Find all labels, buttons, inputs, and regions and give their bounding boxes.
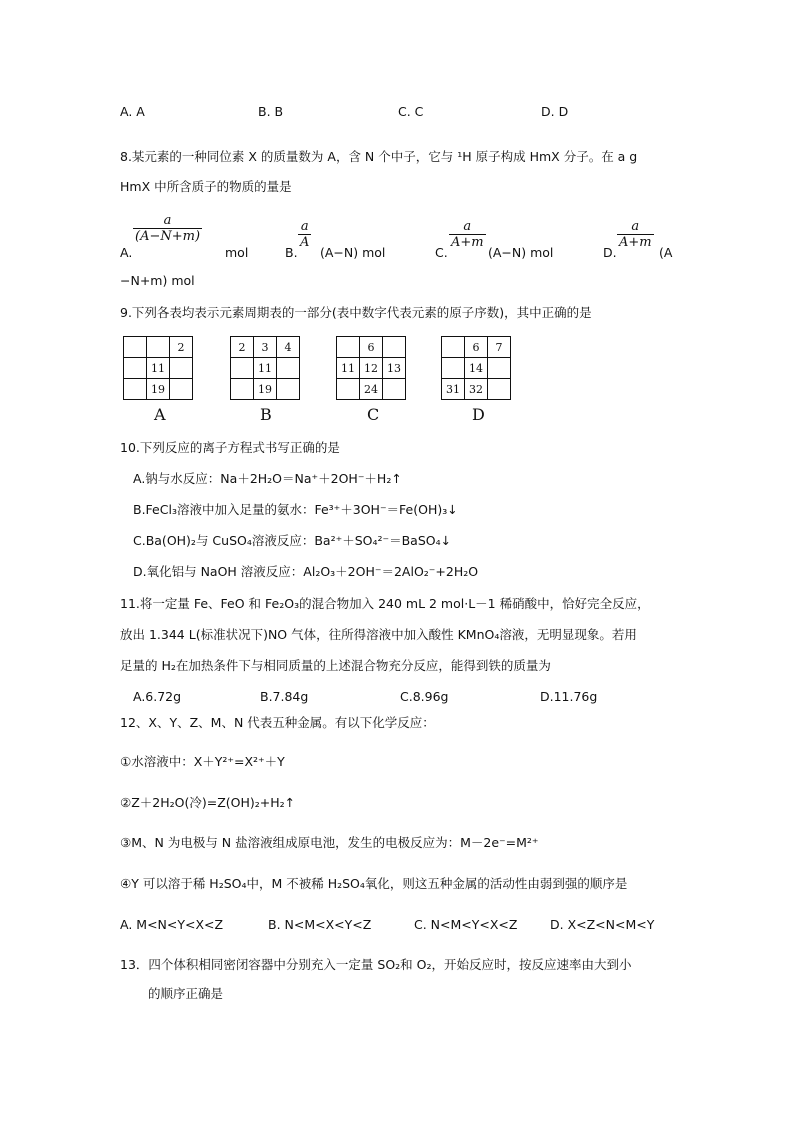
cell <box>277 379 300 400</box>
table-b-label: B <box>260 405 272 424</box>
cell <box>170 358 193 379</box>
q8-d-letter: D. <box>603 245 617 260</box>
q8-a-fraction <box>133 213 202 244</box>
q8-line2: HmX 中所含质子的物质的量是 <box>120 179 292 194</box>
cell <box>231 358 254 379</box>
table-c-label: C <box>367 405 380 424</box>
q8-c-tail: (A−N) mol <box>488 245 554 260</box>
q12-reaction-1: ①水溶液中：X＋Y²⁺=X²⁺＋Y <box>120 754 285 769</box>
q8-a-tail: mol <box>225 245 249 260</box>
cell: 6 <box>360 337 383 358</box>
q12-option-c: C. N<M<Y<X<Z <box>414 917 518 932</box>
q12-reaction-2: ②Z＋2H₂O(冷)=Z(OH)₂+H₂↑ <box>120 795 296 810</box>
q12-text: 12、X、Y、Z、M、N 代表五种金属。有以下化学反应： <box>120 715 435 730</box>
q13-line2: 的顺序正确是 <box>148 986 224 1001</box>
q8-d-denominator: A+m <box>619 235 652 250</box>
q12-reaction-3: ③M、N 为电极与 N 盐溶液组成原电池，发生的电极反应为：M－2e⁻=M²⁺ <box>120 835 539 850</box>
cell <box>442 337 465 358</box>
cell <box>488 379 511 400</box>
q11-line2: 放出 1.344 L(标准状况下)NO 气体，往所得溶液中加入酸性 KMnO₄溶液，无明显现象。若用 <box>120 627 637 642</box>
cell <box>337 379 360 400</box>
cell <box>337 337 360 358</box>
cell: 12 <box>360 358 383 379</box>
cell: 24 <box>360 379 383 400</box>
cell: 14 <box>465 358 488 379</box>
q10-option-d: D.氧化铝与 NaOH 溶液反应：Al₂O₃＋2OH⁻＝2AlO₂⁻+2H₂O <box>133 564 479 579</box>
cell: 6 <box>465 337 488 358</box>
q8-d-tail: (A <box>659 245 673 260</box>
q11-option-b: B.7.84g <box>260 689 309 704</box>
cell <box>488 358 511 379</box>
cell: 19 <box>147 379 170 400</box>
q11-option-a: A.6.72g <box>133 689 182 704</box>
q8-b-numerator: a <box>300 219 309 234</box>
q10-option-c: C.Ba(OH)₂与 CuSO₄溶液反应：Ba²⁺＋SO₄²⁻＝BaSO₄↓ <box>133 533 452 548</box>
q12-option-d: D. X<Z<N<M<Y <box>550 917 655 932</box>
option-a: A. A <box>120 104 145 119</box>
q8-b-tail: (A−N) mol <box>320 245 386 260</box>
q8-d-fraction <box>617 219 654 250</box>
cell: 19 <box>254 379 277 400</box>
cell: 13 <box>383 358 406 379</box>
cell: 32 <box>465 379 488 400</box>
cell: 31 <box>442 379 465 400</box>
cell: 7 <box>488 337 511 358</box>
q10-text: 10.下列反应的离子方程式书写正确的是 <box>120 440 340 455</box>
cell: 4 <box>277 337 300 358</box>
q13-line1: 13．四个体积相同密闭容器中分别充入一定量 SO₂和 O₂，开始反应时，按反应速率由大到小 <box>120 957 632 972</box>
q8-b-fraction <box>298 219 311 250</box>
q12-reaction-4: ④Y 可以溶于稀 H₂SO₄中，M 不被稀 H₂SO₄氧化，则这五种金属的活动性由弱到强的顺序是 <box>120 876 628 891</box>
periodic-table-a <box>123 336 193 400</box>
q11-option-c: C.8.96g <box>400 689 449 704</box>
q8-b-letter: B. <box>285 245 298 260</box>
periodic-table-c <box>336 336 406 400</box>
q8-c-numerator: a <box>463 219 472 234</box>
cell: 2 <box>170 337 193 358</box>
q8-c-letter: C. <box>435 245 448 260</box>
option-d: D. D <box>541 104 569 119</box>
cell <box>124 379 147 400</box>
q8-a-denominator: (A−N+m) <box>135 229 201 244</box>
cell: 11 <box>337 358 360 379</box>
q10-option-b: B.FeCl₃溶液中加入足量的氨水：Fe³⁺＋3OH⁻＝Fe(OH)₃↓ <box>133 502 458 517</box>
q10-option-a: A.钠与水反应：Na＋2H₂O＝Na⁺＋2OH⁻＋H₂↑ <box>133 471 402 486</box>
table-a-label: A <box>154 405 166 424</box>
cell <box>124 358 147 379</box>
cell: 11 <box>147 358 170 379</box>
q8-c-fraction <box>449 219 486 250</box>
cell <box>147 337 170 358</box>
cell <box>383 379 406 400</box>
table-d-label: D <box>472 405 485 424</box>
periodic-table-b <box>230 336 300 400</box>
option-c: C. C <box>398 104 424 119</box>
q8-b-denominator: A <box>300 235 310 250</box>
q11-line3: 足量的 H₂在加热条件下与相同质量的上述混合物充分反应，能得到铁的质量为 <box>120 658 551 673</box>
cell: 3 <box>254 337 277 358</box>
periodic-table-d <box>441 336 511 400</box>
cell: 11 <box>254 358 277 379</box>
q8-d-tail-continued: −N+m) mol <box>120 273 195 288</box>
q8-a-letter: A. <box>120 245 133 260</box>
q11-option-d: D.11.76g <box>540 689 598 704</box>
q8-d-numerator: a <box>631 219 640 234</box>
cell <box>442 358 465 379</box>
q8-c-denominator: A+m <box>451 235 484 250</box>
q8-a-numerator: a <box>163 213 172 228</box>
cell <box>277 358 300 379</box>
option-b: B. B <box>258 104 284 119</box>
cell <box>231 379 254 400</box>
q11-line1: 11.将一定量 Fe、FeO 和 Fe₂O₃的混合物加入 240 mL 2 mol·L－1 稀硝酸中，恰好完全反应， <box>120 596 650 611</box>
q9-text: 9.下列各表均表示元素周期表的一部分(表中数字代表元素的原子序数)，其中正确的是 <box>120 305 592 320</box>
cell <box>170 379 193 400</box>
q12-option-a: A. M<N<Y<X<Z <box>120 917 224 932</box>
cell <box>383 337 406 358</box>
cell <box>124 337 147 358</box>
q8-line1: 8.某元素的一种同位素 X 的质量数为 A，含 N 个中子，它与 ¹H 原子构成 HmX 分子。在 a g <box>120 149 638 164</box>
cell: 2 <box>231 337 254 358</box>
q12-option-b: B. N<M<X<Y<Z <box>268 917 372 932</box>
